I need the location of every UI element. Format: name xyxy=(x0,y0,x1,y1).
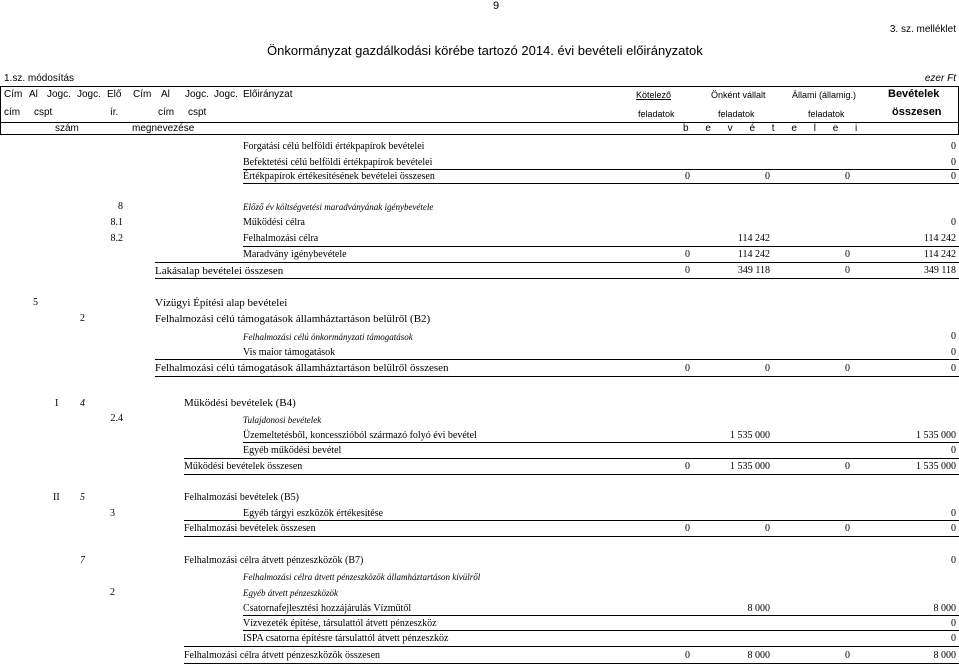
page-number: 9 xyxy=(493,0,500,12)
col-kotelezo: Kötelező xyxy=(636,90,672,100)
section-label: Felhalmozási célú támogatások államháztartáson belülről (B2) xyxy=(155,313,431,325)
col-cim: Cím xyxy=(4,89,23,100)
row-code: 8.2 xyxy=(110,233,123,244)
subtotal-kotelezo: 0 xyxy=(685,650,690,661)
row-code: I xyxy=(55,398,59,409)
row-total: 1 535 000 xyxy=(916,430,956,441)
row-label: Egyéb átvett pénzeszközök xyxy=(243,588,338,598)
col-jogc-3: Jogc. xyxy=(185,89,209,100)
row-label: Működési célra xyxy=(243,217,305,228)
subtotal-allami: 0 xyxy=(845,461,850,472)
row-code: 2 xyxy=(80,313,85,324)
row-total: 8 000 xyxy=(933,603,956,614)
col-osszesen: összesen xyxy=(892,106,942,118)
row-code: II xyxy=(53,492,60,503)
subtotal-label: Értékpapírok értékesítésének bevételei összesen xyxy=(243,171,435,182)
subtotal-allami: 0 xyxy=(845,363,850,374)
row-total: 0 xyxy=(951,555,956,566)
row-label: Csatornafejlesztési hozzájárulás Vízműtől xyxy=(243,603,412,614)
row-total: 0 xyxy=(951,445,956,456)
col-cim2-sub: cím xyxy=(158,107,175,118)
row-onkent: 1 535 000 xyxy=(730,430,770,441)
col-eloiranyzat: Előirányzat xyxy=(243,89,293,100)
col-jogc-2: Jogc. xyxy=(77,89,101,100)
row-label: Felhalmozási célú önkormányzati támogatások xyxy=(243,332,413,342)
row-label: Egyéb működési bevétel xyxy=(243,445,342,456)
col-feladatok-3: feladatok xyxy=(808,109,845,119)
subtotal-kotelezo: 0 xyxy=(685,461,690,472)
total-onkent: 349 118 xyxy=(737,265,770,276)
row-code: 5 xyxy=(80,492,85,503)
subtotal-allami: 0 xyxy=(845,523,850,534)
subtotal-total: 0 xyxy=(951,363,956,374)
col-cspt-sub: cspt xyxy=(34,107,53,118)
row-onkent: 8 000 xyxy=(747,603,770,614)
total-label: Lakásalap bevételei összesen xyxy=(155,265,284,277)
row-label: Vízvezeték építése, társulattól átvett pénzeszköz xyxy=(243,618,437,629)
row-label: Forgatási célú belföldi értékpapírok bevételei xyxy=(243,141,425,152)
row-code: 3 xyxy=(110,508,115,519)
col-megnevezese: megnevezése xyxy=(132,123,195,134)
section-label: Felhalmozási bevételek (B5) xyxy=(184,492,299,503)
col-onkent: Önként vállalt xyxy=(711,90,766,100)
row-code: 7 xyxy=(80,555,85,566)
col-feladatok-2: feladatok xyxy=(718,109,755,119)
subtotal-onkent: 0 xyxy=(765,363,770,374)
col-cspt2-sub: cspt xyxy=(188,107,207,118)
col-jogc-4: Jogc. xyxy=(214,89,238,100)
subtotal-label: Maradvány igénybevétele xyxy=(243,249,347,260)
col-bevetelei: b e v é t e l e i xyxy=(683,123,865,134)
subtotal-onkent: 8 000 xyxy=(747,650,770,661)
subtotal-onkent: 0 xyxy=(765,523,770,534)
row-label: Tulajdonosi bevételek xyxy=(243,415,322,425)
section-label: Működési bevételek (B4) xyxy=(184,397,296,409)
col-elo: Elő xyxy=(107,89,122,100)
col-allami: Állami (államig.) xyxy=(792,90,857,100)
subtotal-allami: 0 xyxy=(845,650,850,661)
row-total: 0 xyxy=(951,618,956,629)
col-jogc-1: Jogc. xyxy=(47,89,71,100)
annex-label: 3. sz. melléklet xyxy=(889,24,956,35)
subtotal-label: Felhalmozási célra átvett pénzeszközök összesen xyxy=(184,650,381,661)
subtotal-kotelezo: 0 xyxy=(685,363,690,374)
col-al-2: Al xyxy=(161,89,170,100)
row-label: Befektetési célú belföldi értékpapírok bevételei xyxy=(243,157,433,168)
modification-label: 1.sz. módosítás xyxy=(4,73,75,84)
subtotal-label: Működési bevételek összesen xyxy=(184,461,303,472)
col-feladatok-1: feladatok xyxy=(638,109,675,119)
row-total: 0 xyxy=(951,331,956,342)
subtotal-total: 0 xyxy=(951,523,956,534)
subtotal-onkent: 0 xyxy=(765,171,770,182)
col-ir-sub: ír. xyxy=(110,107,119,118)
subtotal-allami: 0 xyxy=(845,171,850,182)
row-total: 114 242 xyxy=(923,233,956,244)
section-label: Felhalmozási célra átvett pénzeszközök (B7) xyxy=(184,555,364,566)
total-kotelezo: 0 xyxy=(685,265,690,276)
subtotal-label: Felhalmozási bevételek összesen xyxy=(184,523,316,534)
row-total: 0 xyxy=(951,141,956,152)
subtotal-total: 114 242 xyxy=(923,249,956,260)
col-szam: szám xyxy=(55,123,79,134)
row-total: 0 xyxy=(951,217,956,228)
subtotal-total: 0 xyxy=(951,171,956,182)
subtotal-allami: 0 xyxy=(845,249,850,260)
subtotal-total: 8 000 xyxy=(933,650,956,661)
row-label: Felhalmozási célra átvett pénzeszközök államháztartáson kívülről xyxy=(243,572,481,582)
unit-label: ezer Ft xyxy=(924,73,956,84)
total-allami: 0 xyxy=(845,265,850,276)
subtotal-kotelezo: 0 xyxy=(685,523,690,534)
row-label: Egyéb tárgyi eszközök értékesítése xyxy=(243,508,384,519)
row-code: 4 xyxy=(80,398,85,409)
section-label: Előző év költségvetési maradványának igénybevétele xyxy=(243,202,434,212)
row-label: ISPA csatorna építésre társulattól átvett pénzeszköz xyxy=(243,633,449,644)
section-label: Vízügyi Építési alap bevételei xyxy=(155,297,288,309)
col-bevetelek: Bevételek xyxy=(888,88,940,100)
row-total: 0 xyxy=(951,347,956,358)
row-code: 2 xyxy=(110,587,115,598)
col-cim-sub: cím xyxy=(4,107,21,118)
total-total: 349 118 xyxy=(923,265,956,276)
col-cim-2: Cím xyxy=(133,89,152,100)
row-code: 8 xyxy=(118,201,123,212)
row-code: 5 xyxy=(33,297,38,308)
subtotal-kotelezo: 0 xyxy=(685,249,690,260)
subtotal-onkent: 114 242 xyxy=(737,249,770,260)
row-label: Felhalmozási célra xyxy=(243,233,319,244)
page-title: Önkormányzat gazdálkodási körébe tartozó 2014. évi bevételi előirányzatok xyxy=(267,43,703,58)
col-al: Al xyxy=(29,89,38,100)
row-label: Vis maior támogatások xyxy=(243,347,336,358)
row-code: 2.4 xyxy=(110,413,123,424)
row-total: 0 xyxy=(951,508,956,519)
subtotal-label: Felhalmozási célú támogatások államháztartáson belülről összesen xyxy=(155,362,449,374)
row-onkent: 114 242 xyxy=(737,233,770,244)
row-total: 0 xyxy=(951,157,956,168)
subtotal-total: 1 535 000 xyxy=(916,461,956,472)
row-total: 0 xyxy=(951,633,956,644)
row-code: 8.1 xyxy=(110,217,123,228)
row-label: Üzemeltetésből, koncesszióból származó folyó évi bevétel xyxy=(243,430,477,441)
subtotal-kotelezo: 0 xyxy=(685,171,690,182)
subtotal-onkent: 1 535 000 xyxy=(730,461,770,472)
